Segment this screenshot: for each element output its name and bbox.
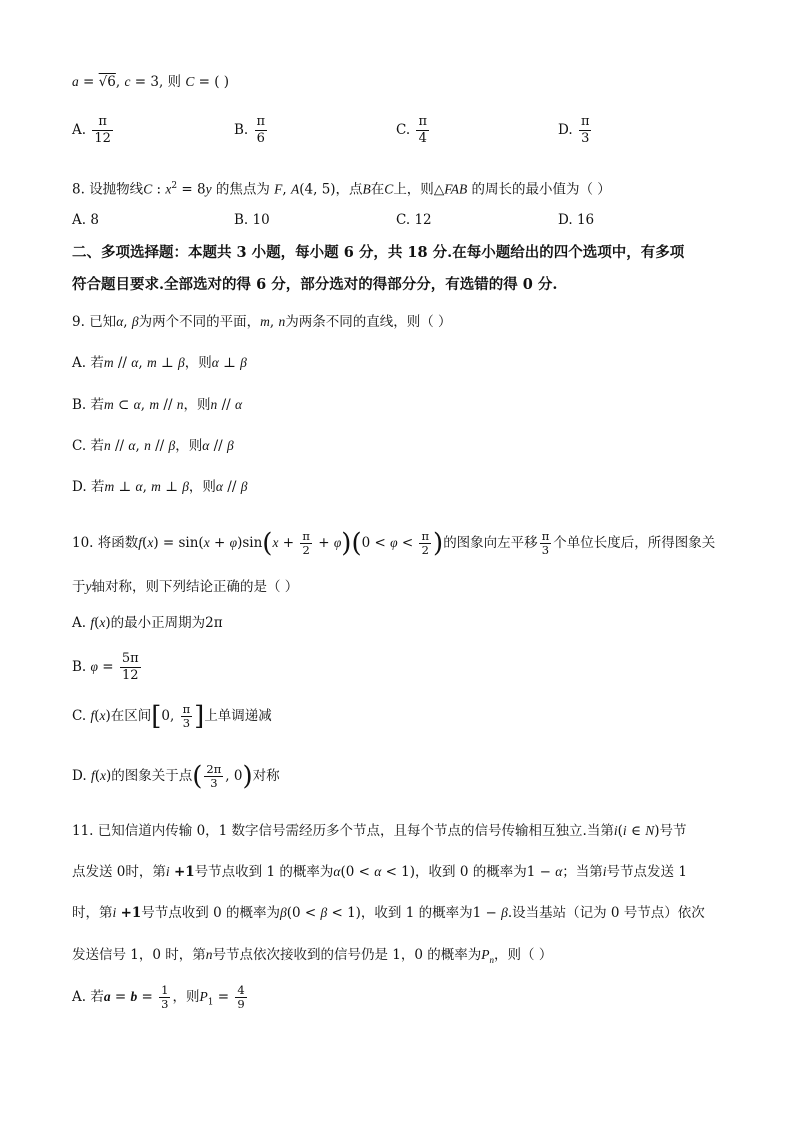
q7-options [72,114,732,154]
q8-options [72,212,732,234]
q10-option-b[interactable]: B. φ = $\frac{5\pi}{12}$ [72,651,139,683]
q9-option-a[interactable]: A. 若m // α, m ⊥ β，则α ⊥ β [72,355,247,371]
q7-option-d[interactable]: D. $\frac{\pi}{3}$ [558,114,590,146]
q11-stem-line1: 11. 已知信道内传输 0，1 数字信号需经历多个节点，且每个节点的信号传输相互独立.当第i(i ∈ N)号节 [72,823,687,839]
q7-option-a[interactable]: A. $\frac{\pi}{12}$ [72,114,111,146]
q8-option-a[interactable]: A. 8 [72,212,99,228]
q10-option-d[interactable]: D. f(x)的图象关于点( $\frac{2\pi}{3}$ , 0)对称 [72,761,280,792]
section-2-heading-line1: 二、多项选择题：本题共 3 小题，每小题 6 分，共 18 分.在每小题给出的四个选项中，有多项 [72,244,685,261]
q11-stem-line4: 发送信号 1，0 时，第n号节点依次接收到的信号仍是 1，0 的概率为$P_n$，则（ ） [72,947,553,965]
q10-option-a[interactable]: A. f(x)的最小正周期为2π [72,615,223,631]
q10-option-c[interactable]: C. f(x)在区间[0, $\frac{\pi}{3}$ ]上单调递减 [72,701,272,732]
q11-stem-line3: 时，第i +1号节点收到 0 的概率为β(0 < β < 1)，收到 1 的概率为1 − β.设当基站（记为 0 号节点）依次 [72,905,705,921]
q11-option-a[interactable]: A. 若a = b = $\frac{1}{3}$ ，则$P_1$ = $\frac{4}{9}$ [72,983,245,1011]
q10-stem-line2: 于y轴对称，则下列结论正确的是（ ） [72,579,299,595]
q8-option-c[interactable]: C. 12 [396,212,432,228]
q7-condition-line: a = √6, c = 3, 则 C = ( ) [72,74,230,90]
q9-option-d[interactable]: D. 若m ⊥ α, m ⊥ β，则α // β [72,479,248,495]
q11-stem-line2: 点发送 0时，第i +1号节点收到 1 的概率为α(0 < α < 1)，收到 0 的概率为1 − α；当第i号节点发送 1 [72,864,687,880]
q7-option-b[interactable]: B. $\frac{\pi}{6}$ [234,114,266,146]
q9-stem: 9. 已知α, β为两个不同的平面，m, n为两条不同的直线，则（ ） [72,314,452,330]
section-2-heading-line2: 符合题目要求.全部选对的得 6 分，部分选对的得部分分，有选错的得 0 分. [72,276,558,293]
q10-stem-line1: 10. 将函数f(x) = sin(x + φ)sin(x + $\frac{\pi}{2}$ + φ)(0 < φ < $\frac{\pi}{2}$ )的图象向左平移 $\frac{\pi}{3}$ 个单位长度后，所得图象关 [72,528,716,559]
q9-option-c[interactable]: C. 若n // α, n // β，则α // β [72,438,234,454]
q9-option-b[interactable]: B. 若m ⊂ α, m // n，则n // α [72,397,243,413]
q8-option-d[interactable]: D. 16 [558,212,595,228]
q8-option-b[interactable]: B. 10 [234,212,270,228]
q7-option-c[interactable]: C. $\frac{\pi}{4}$ [396,114,427,146]
q8-stem: 8. 设抛物线C : $x^2 = 8y$ 的焦点为 F, A(4, 5)，点B在C上，则△FAB 的周长的最小值为（ ） [72,181,611,198]
